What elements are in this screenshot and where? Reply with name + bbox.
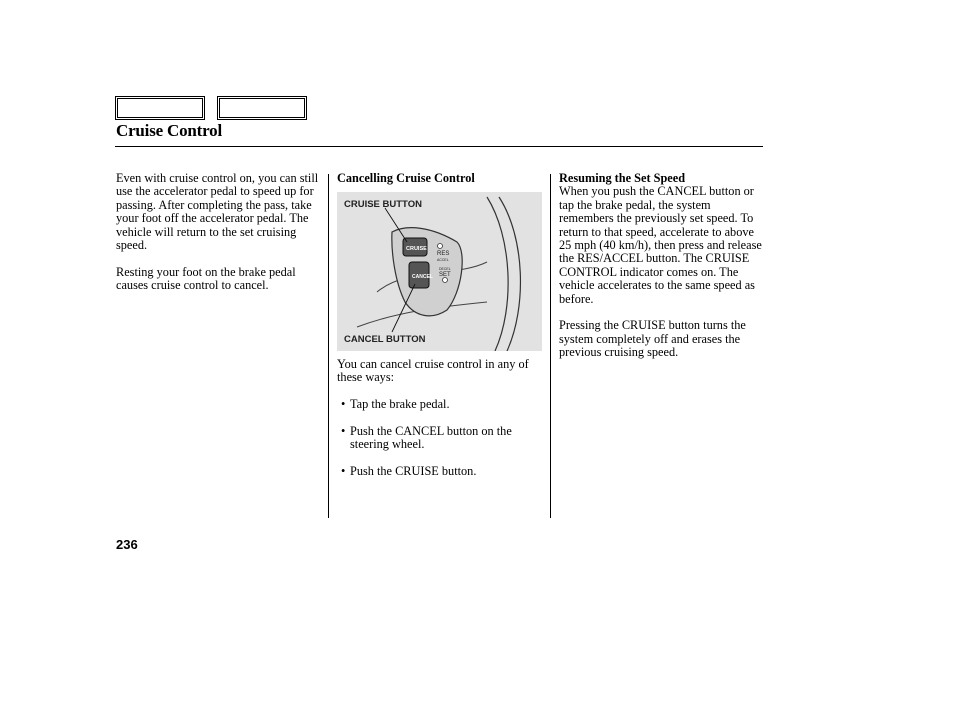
title-rule (115, 146, 763, 147)
middle-column-body (337, 358, 542, 492)
left-column (116, 172, 322, 306)
cancel-bullet-3: • Push the CRUISE button. (337, 465, 542, 478)
cancel-intro: You can cancel cruise control in any of these ways: (337, 357, 529, 385)
resume-heading: Resuming the Set Speed (559, 171, 686, 185)
header-tab-box-1 (115, 96, 205, 120)
cancel-bullet-1: • Tap the brake pedal. (337, 398, 542, 411)
cancel-bullet-2: • Push the CANCEL button on the steering wheel. (337, 425, 542, 452)
header-tab-box-2 (217, 96, 307, 120)
cancel-button-label: CANCEL BUTTON (344, 334, 426, 345)
set-sub-text: DECEL (439, 267, 451, 271)
set-button-text: SET (439, 272, 451, 278)
cancel-heading: Cancelling Cruise Control (337, 171, 475, 185)
steering-wheel-figure (337, 192, 542, 351)
column-divider-1 (328, 174, 329, 518)
cruise-button-label: CRUISE BUTTON (344, 199, 422, 210)
cancel-button-text: CANCEL (412, 274, 433, 280)
resume-paragraph-1: When you push the CANCEL button or tap the brake pedal, the system remembers the previously set speed. To return to that speed, accelerate to above 25 mph (40 km/h), then press and release the RES/ACCEL button. The CRUISE CONTROL indicator comes on. The vehicle accelerates to the same speed as before. (559, 184, 762, 306)
left-paragraph-1: Even with cruise control on, you can still use the accelerator pedal to speed up for passing. After completing the pass, take your foot off the accelerator pedal. The vehicle will return to the set cruising speed. (116, 171, 319, 253)
res-sub-text: ACCEL (437, 258, 449, 262)
res-button-text: RES (437, 251, 450, 257)
resume-paragraph-2: Pressing the CRUISE button turns the system completely off and erases the previous cruising speed. (559, 318, 746, 360)
right-column (559, 172, 764, 373)
page-number: 236 (116, 537, 138, 552)
left-paragraph-2: Resting your foot on the brake pedal causes cruise control to cancel. (116, 264, 296, 293)
middle-column (337, 172, 542, 185)
column-divider-2 (550, 174, 551, 518)
cruise-button-text: CRUISE (406, 246, 427, 252)
page-title: Cruise Control (116, 121, 222, 140)
steering-wheel-illustration (337, 192, 542, 351)
